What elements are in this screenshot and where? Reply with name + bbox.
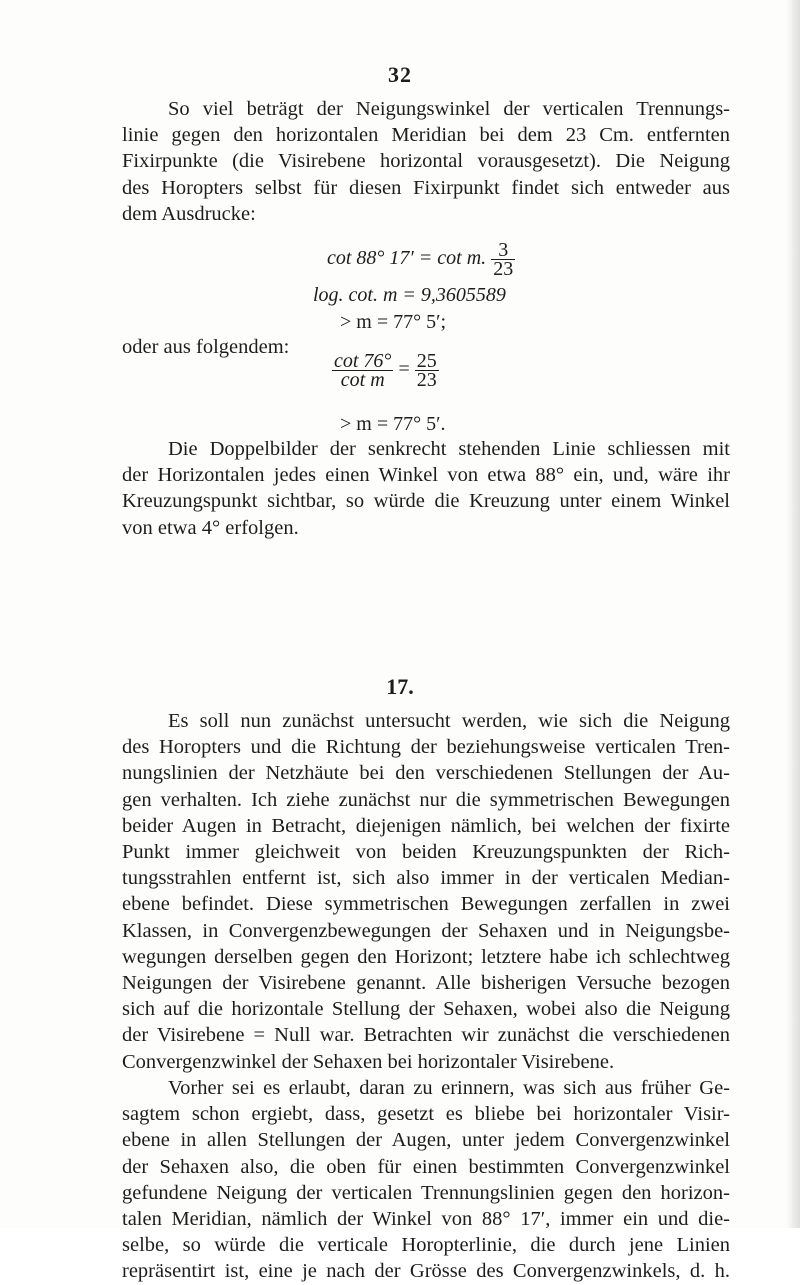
text-line: Es soll nun zunächst untersucht werden, wie sich die Neigung [168, 710, 730, 732]
fraction-denominator: cot m [340, 369, 385, 391]
formula-ratio-fraction [332, 352, 393, 389]
text-line: Convergenzwinkel der Sehaxen bei horizontaler Visirebene. [122, 1050, 615, 1073]
text-line: gen verhalten. Ich ziehe zunächst nur die symmetrischen Bewegungen [122, 788, 730, 811]
text-line: ebene befindet. Diese symmetrischen Bewegungen zerfallen in zwei [122, 893, 730, 916]
text-line: Fixirpunkte (die Visirebene horizontal vorausgesetzt). Die Neigung [122, 150, 730, 173]
text-line: talen Meridian, nämlich der Winkel von 88° 17′, immer ein und die- [122, 1208, 730, 1231]
text-line: gefundene Neigung der verticalen Trennungslinien gegen den horizon- [122, 1181, 730, 1204]
text-line: Vorher sei es erlaubt, daran zu erinnern, was sich aus früher Ge- [168, 1077, 730, 1099]
fraction-numerator: cot 76° [334, 350, 392, 372]
text-line: Punkt immer gleichweit von beiden Kreuzungspunkten der Rich- [122, 841, 730, 864]
text-line: repräsentirt ist, eine je nach der Grösse des Convergenzwinkels, d. h. [122, 1260, 730, 1283]
oder-label: oder aus folgendem: [122, 336, 290, 358]
text-line: der Horizontalen jedes einen Winkel von etwa 88° ein, und, wäre ihr [122, 464, 730, 487]
text-line: der Visirebene = Null war. Betrachten wir zunächst die verschiedenen [122, 1024, 730, 1047]
formula-rhs-fraction [415, 352, 439, 389]
text-line: linie gegen den horizontalen Meridian bei dem 23 Cm. entfernten [122, 124, 730, 147]
text-line: Klassen, in Convergenzbewegungen der Sehaxen und in Neigungsbe- [122, 919, 730, 942]
formula-cot-ratio [332, 352, 439, 389]
formula-cot-equation [327, 241, 515, 278]
formula-result-2: > m = 77° 5′. [340, 413, 446, 435]
paragraph-2 [122, 436, 730, 541]
formula-log-line: log. cot. m = 9,3605589 [313, 284, 506, 306]
fraction-denominator: 23 [416, 369, 437, 391]
text-line: beider Augen in Betracht, diejenigen nämlich, bei welchen der fixirte [122, 814, 730, 837]
text-line: nungslinien der Netzhäute bei den verschiedenen Stellungen der Au- [122, 762, 730, 785]
page-edge-shadow [786, 0, 800, 1228]
text-line: von etwa 4° erfolgen. [122, 516, 299, 539]
formula-result-1: > m = 77° 5′; [340, 311, 447, 333]
fraction-numerator: 3 [491, 241, 515, 260]
text-line: So viel beträgt der Neigungswinkel der verticalen Trennungs- [168, 98, 730, 120]
equals-sign: = [398, 358, 410, 381]
paragraph-1 [122, 96, 730, 227]
text-line: dem Ausdrucke: [122, 202, 256, 225]
page-number: 32 [388, 62, 412, 87]
paragraph-3 [122, 708, 730, 1075]
text-line: selbe, so würde die verticale Horopterlinie, die durch jene Linien [122, 1234, 730, 1257]
text-line: Kreuzungspunkt sichtbar, so würde die Kreuzung unter einem Winkel [122, 490, 730, 513]
text-line: sagtem schon ergiebt, dass, gesetzt es bliebe bei horizontaler Visir- [122, 1103, 730, 1126]
text-line: Neigungen der Visirebene genannt. Alle bisherigen Versuche bezogen [122, 972, 730, 995]
text-line: ebene in allen Stellungen der Augen, unter jedem Convergenzwinkel [122, 1129, 730, 1152]
text-line: tungsstrahlen entfernt ist, sich also immer in der verticalen Median- [122, 867, 730, 890]
section-heading: 17. [386, 674, 414, 699]
text-line: der Sehaxen also, die oben für einen bestimmten Convergenzwinkel [122, 1155, 730, 1178]
formula-lhs: cot 88° 17′ = cot m. [327, 247, 492, 270]
text-line: wegungen derselben gegen den Horizont; letztere habe ich schlechtweg [122, 945, 730, 968]
paragraph-4 [122, 1075, 730, 1285]
fraction-denominator: 23 [493, 258, 514, 280]
text-line: Die Doppelbilder der senkrecht stehenden Linie schliessen mit [168, 438, 730, 460]
text-line: des Horopters und die Richtung der beziehungsweise verticalen Tren- [122, 736, 730, 759]
text-line: des Horopters selbst für diesen Fixirpunkt findet sich entweder aus [122, 176, 730, 199]
formula-fraction [491, 241, 515, 278]
fraction-numerator: 25 [416, 350, 437, 372]
text-line: sich auf die horizontale Stellung der Sehaxen, wobei also die Neigung [122, 998, 730, 1021]
